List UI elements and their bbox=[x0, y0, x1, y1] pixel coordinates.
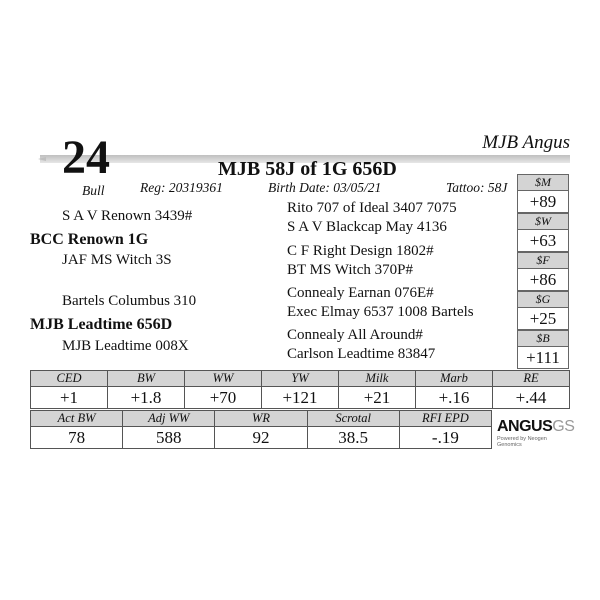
dollar-index-column bbox=[517, 174, 569, 369]
epd-label: YW bbox=[262, 371, 339, 387]
epd-label: RE bbox=[493, 371, 570, 387]
logo-tagline: Powered by Neogen Genomics bbox=[497, 436, 547, 448]
angus-gs-logo bbox=[497, 418, 575, 458]
logo-wordmark bbox=[497, 418, 575, 436]
pedigree-sire-sire: S A V Renown 3439# bbox=[62, 208, 193, 224]
pedigree-right-line: Connealy Earnan 076E# bbox=[287, 285, 434, 301]
actuals-table bbox=[30, 410, 492, 449]
tattoo bbox=[446, 180, 507, 196]
header-rule-tip bbox=[38, 157, 46, 161]
tattoo-value: 58J bbox=[487, 180, 508, 195]
actual-value: 92 bbox=[215, 427, 307, 449]
dollar-index-value: +89 bbox=[517, 191, 569, 213]
actual-value: 588 bbox=[123, 427, 215, 449]
registration-number: 20319361 bbox=[168, 180, 223, 195]
birth-date bbox=[268, 180, 381, 196]
registration bbox=[140, 180, 223, 196]
dollar-index-value: +86 bbox=[517, 269, 569, 291]
pedigree-dam: MJB Leadtime 656D bbox=[30, 316, 173, 333]
lot-number: 24 bbox=[62, 131, 110, 184]
pedigree-sire: BCC Renown 1G bbox=[30, 231, 149, 248]
epd-label: CED bbox=[31, 371, 108, 387]
epd-header-row bbox=[31, 371, 570, 387]
logo-suffix: GS bbox=[552, 418, 575, 435]
epd-value: +121 bbox=[262, 387, 339, 409]
actual-label: RFI EPD bbox=[399, 411, 491, 427]
pedigree-sire-dam: JAF MS Witch 3S bbox=[62, 252, 172, 268]
actual-value: 78 bbox=[31, 427, 123, 449]
dollar-index-label: $M bbox=[517, 174, 569, 191]
epd-label: Milk bbox=[339, 371, 416, 387]
pedigree-right-line: S A V Blackcap May 4136 bbox=[287, 219, 447, 235]
epd-value: +1 bbox=[31, 387, 108, 409]
epd-table bbox=[30, 370, 570, 409]
dollar-index-label: $G bbox=[517, 291, 569, 308]
pedigree-right-line: Connealy All Around# bbox=[287, 327, 423, 343]
actual-label: Scrotal bbox=[307, 411, 399, 427]
actual-label: Adj WW bbox=[123, 411, 215, 427]
dollar-index-label: $B bbox=[517, 330, 569, 347]
epd-value-row bbox=[31, 387, 570, 409]
dollar-index-value: +25 bbox=[517, 308, 569, 330]
pedigree-right-line: Exec Elmay 6537 1008 Bartels bbox=[287, 304, 474, 320]
actual-value: -.19 bbox=[399, 427, 491, 449]
epd-value: +1.8 bbox=[108, 387, 185, 409]
epd-value: +70 bbox=[185, 387, 262, 409]
logo-word: ANGUS bbox=[497, 418, 553, 435]
sex: Bull bbox=[82, 183, 105, 198]
pedigree-right-line: BT MS Witch 370P# bbox=[287, 262, 413, 278]
epd-label: WW bbox=[185, 371, 262, 387]
epd-value: +.44 bbox=[493, 387, 570, 409]
dollar-index-label: $F bbox=[517, 252, 569, 269]
actual-value: 38.5 bbox=[307, 427, 399, 449]
pedigree-right-line: Rito 707 of Ideal 3407 7075 bbox=[287, 200, 457, 216]
dollar-index-label: $W bbox=[517, 213, 569, 230]
registration-label: Reg: bbox=[140, 180, 166, 195]
epd-value: +.16 bbox=[416, 387, 493, 409]
epd-label: Marb bbox=[416, 371, 493, 387]
pedigree-right-line: Carlson Leadtime 83847 bbox=[287, 346, 436, 362]
animal-name: MJB 58J of 1G 656D bbox=[218, 158, 397, 180]
pedigree-dam-dam: MJB Leadtime 008X bbox=[62, 338, 189, 354]
birth-date-value: 03/05/21 bbox=[333, 180, 382, 195]
dollar-index-value: +63 bbox=[517, 230, 569, 252]
tattoo-label: Tattoo: bbox=[446, 180, 485, 195]
dollar-index-value: +111 bbox=[517, 347, 569, 369]
birth-date-label: Birth Date: bbox=[268, 180, 330, 195]
farm-name: MJB Angus bbox=[482, 132, 570, 153]
pedigree-dam-sire: Bartels Columbus 310 bbox=[62, 293, 197, 309]
epd-label: BW bbox=[108, 371, 185, 387]
actual-label: Act BW bbox=[31, 411, 123, 427]
epd-value: +21 bbox=[339, 387, 416, 409]
pedigree-right-line: C F Right Design 1802# bbox=[287, 243, 434, 259]
actual-label: WR bbox=[215, 411, 307, 427]
actuals-value-row bbox=[31, 427, 492, 449]
actuals-header-row bbox=[31, 411, 492, 427]
